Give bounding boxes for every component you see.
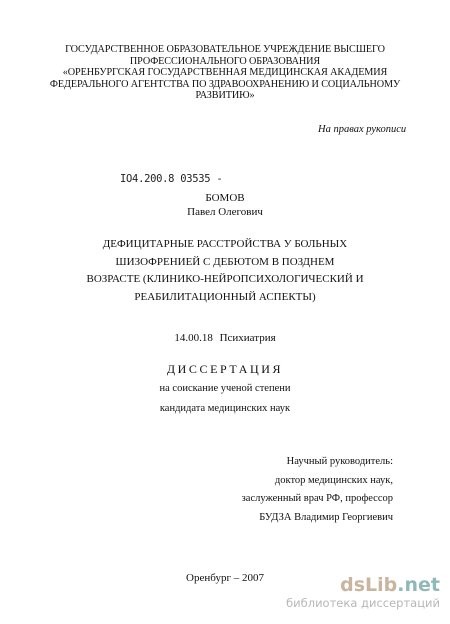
watermark-logo: [286, 574, 440, 596]
degree-line: на соискание ученой степени: [159, 383, 291, 394]
supervisor-block: [0, 453, 393, 527]
city-year: Оренбург – 2007: [186, 572, 264, 584]
organization-header: [0, 44, 450, 102]
dslib-watermark: [286, 574, 440, 610]
author-last-name: БОМОВ: [205, 192, 245, 204]
title-line: ВОЗРАСТЕ (КЛИНИКО-НЕЙРОПСИХОЛОГИЧЕСКИЙ И: [86, 273, 364, 285]
organization-line: ГОСУДАРСТВЕННОЕ ОБРАЗОВАТЕЛЬНОЕ УЧРЕЖДЕНИЕ ВЫСШЕГО: [65, 44, 385, 55]
organization-line: «ОРЕНБУРГСКАЯ ГОСУДАРСТВЕННАЯ МЕДИЦИНСКАЯ АКАДЕМИЯ: [62, 67, 388, 79]
title-line: РЕАБИЛИТАЦИОННЫЙ АСПЕКТЫ): [134, 290, 316, 303]
organization-line: ПРОФЕССИОНАЛЬНОГО ОБРАЗОВАНИЯ: [129, 55, 321, 67]
rights-note: На правах рукописи: [318, 124, 407, 135]
supervisor-line: доктор медицинских наук,: [274, 474, 393, 486]
watermark-logo-part2: .net: [397, 574, 440, 596]
title-line: ШИЗОФРЕНИЕЙ С ДЕБЮТОМ В ПОЗДНЕМ: [115, 255, 335, 268]
organization-line: ФЕДЕРАЛЬНОГО АГЕНТСТВА ПО ЗДРАВООХРАНЕНИЮ И СОЦИАЛЬНОМУ: [49, 78, 401, 90]
watermark-logo-part1: dsLib: [340, 574, 398, 596]
organization-line: РАЗВИТИЮ»: [195, 90, 255, 102]
author-first-patronymic: Павел Олегович: [187, 206, 263, 218]
dissertation-title: [0, 236, 450, 306]
library-stamp-number: ІО4.200.8 03535 -: [120, 173, 223, 185]
supervisor-line: заслуженный врач РФ, профессор: [241, 493, 393, 504]
title-line: ДЕФИЦИТАРНЫЕ РАССТРОЙСТВА У БОЛЬНЫХ: [102, 238, 348, 250]
watermark-subtitle: библиотека диссертаций: [286, 596, 440, 610]
supervisor-line: БУДЗА Владимир Георгиевич: [259, 511, 393, 523]
degree-line: кандидата медицинских наук: [159, 403, 291, 414]
document-type: ДИССЕРТАЦИЯ: [166, 362, 284, 376]
supervisor-line: Научный руководитель:: [286, 456, 393, 467]
specialty-code: 14.00.18 Психиатрия: [174, 332, 276, 344]
